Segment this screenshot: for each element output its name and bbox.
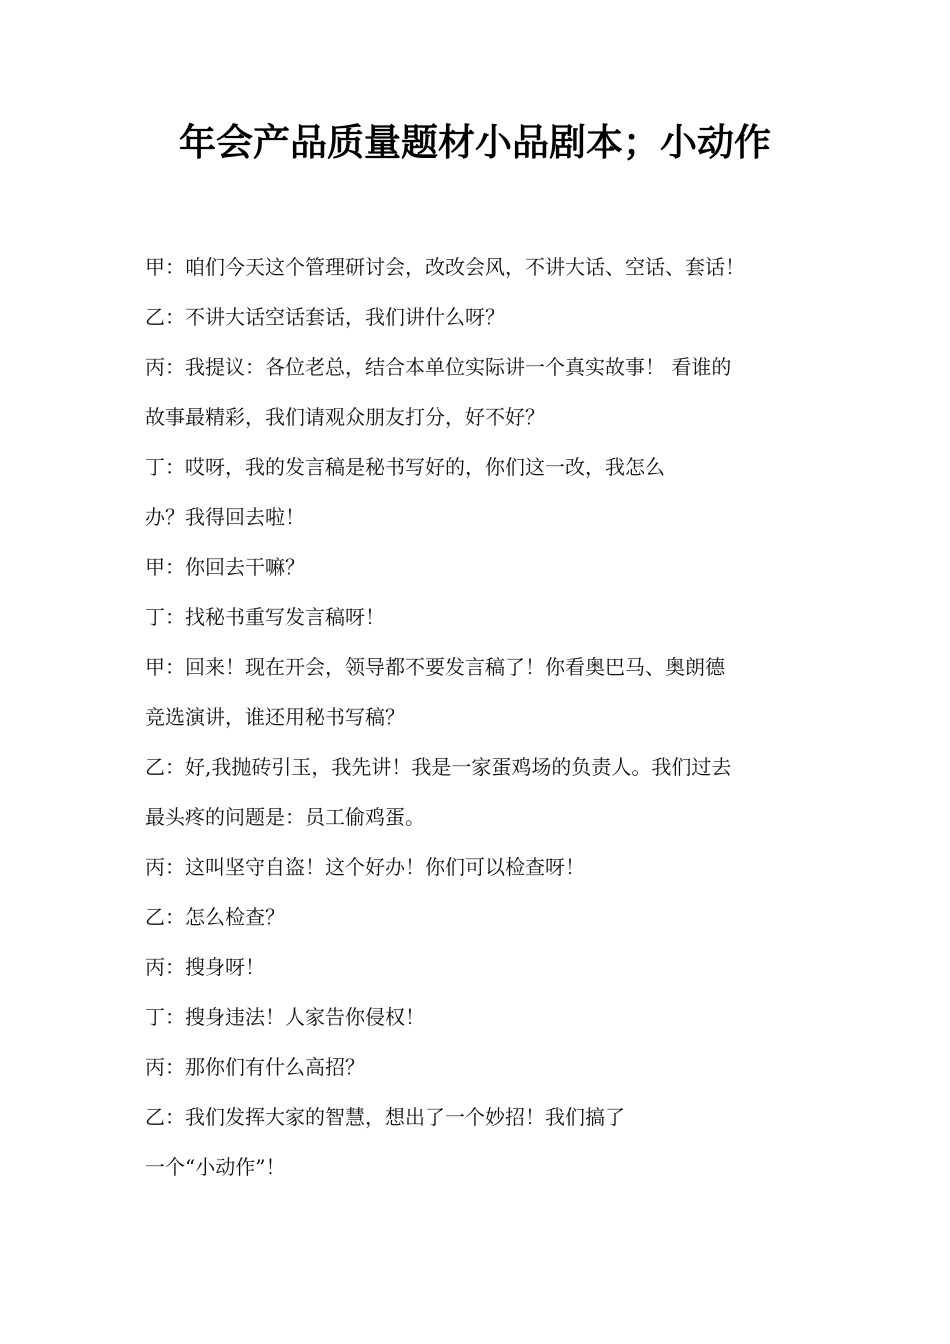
script-line: 乙：不讲大话空话套话，我们讲什么呀？: [145, 305, 505, 329]
script-body: [145, 242, 815, 1192]
script-line: 乙：怎么检查？: [145, 905, 285, 929]
script-line: 丙：搜身呀！: [145, 955, 265, 979]
script-line: 竞选演讲，谁还用秘书写稿？: [145, 705, 405, 729]
script-line: 丁：哎呀，我的发言稿是秘书写好的，你们这一改，我怎么: [145, 455, 665, 479]
script-line: 甲：咱们今天这个管理研讨会，改改会风，不讲大话、空话、套话！: [145, 255, 745, 279]
script-line: 丙：这叫坚守自盗！这个好办！你们可以检查呀！: [145, 855, 585, 879]
script-line: 乙：我们发挥大家的智慧，想出了一个妙招！我们搞了: [145, 1105, 625, 1129]
script-line: 丙：那你们有什么高招？: [145, 1055, 365, 1079]
script-line: 甲：回来！现在开会，领导都不要发言稿了！你看奥巴马、奥朗德: [145, 655, 725, 679]
script-line: 丁：搜身违法！人家告你侵权！: [145, 1005, 425, 1029]
script-line: 故事最精彩，我们请观众朋友打分，好不好？: [145, 405, 545, 429]
script-line: 甲：你回去干嘛？: [145, 555, 305, 579]
script-line: 乙：好,我抛砖引玉，我先讲！我是一家蛋鸡场的负责人。我们过去: [145, 755, 732, 779]
script-line: 办？我得回去啦！: [145, 505, 305, 529]
document-title: 年会产品质量题材小品剧本；小动作: [179, 120, 771, 164]
script-line: 一个“小动作”！: [145, 1155, 286, 1179]
script-line: 最头疼的问题是：员工偷鸡蛋。: [145, 805, 425, 829]
script-line: 丙：我提议：各位老总，结合本单位实际讲一个真实故事！ 看谁的: [145, 355, 732, 379]
script-line: 丁：找秘书重写发言稿呀！: [145, 605, 385, 629]
